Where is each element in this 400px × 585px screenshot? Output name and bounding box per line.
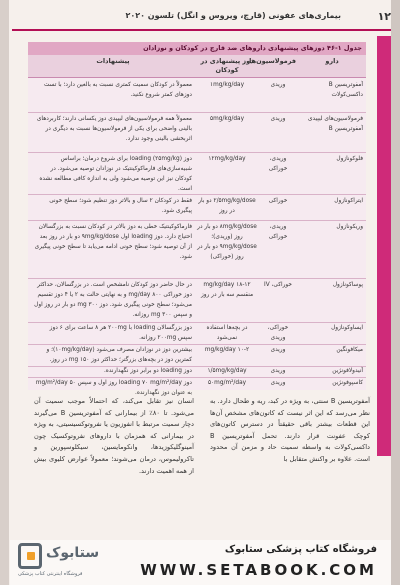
- table-row: [28, 112, 366, 153]
- cell-drug: پوساکونازول: [332, 282, 363, 288]
- cell-note: دوز loading (۲۵mg/kg) برای شروع درمان؛ براساس شبیه‌سازی‌های فارماکوکینتیک در نوزادان توصیه می‌شود. در کودکان نیز این توصیه می‌شود ولی به اندازه کافی مطالعه نشده است.: [39, 156, 192, 192]
- table-row: [28, 152, 366, 195]
- page-edge-left: [0, 0, 9, 585]
- cell-drug: فرمولاسیون‌های لیپیدی آمفوتریسین B: [307, 116, 363, 132]
- cell-dose: ۵mg/kg/day: [209, 116, 245, 122]
- header-note: پیشنهادات: [96, 57, 130, 65]
- cell-dose: ۱۸-۱۲ mg/kg/day منقسم سه بار در روز: [200, 282, 254, 298]
- page-header: [12, 8, 391, 30]
- setabook-logo[interactable]: [18, 543, 100, 581]
- cell-drug: ایتراکونازول: [334, 198, 363, 204]
- table-row: [28, 322, 366, 345]
- cell-note: فقط در کودکان ۲ سال و بالاتر دوز تنظیم شود؛ سطح خونی پیگیری شود.: [49, 198, 192, 214]
- cell-dose: در بچه‌ها استفاده نمی‌شود: [206, 325, 248, 341]
- cell-note: دوز loading دو برابر دوز نگهدارنده.: [103, 368, 192, 374]
- cell-route: وریدی: [270, 347, 286, 353]
- table-row: [28, 344, 366, 367]
- cell-route: خوراکی، وریدی: [267, 325, 289, 341]
- store-url-link[interactable]: WWW.SETABOOK.COM: [140, 561, 377, 579]
- cell-route: وریدی: [270, 380, 286, 386]
- table-row: [28, 220, 366, 279]
- cell-route: وریدی: [270, 368, 286, 374]
- table-row: [28, 78, 366, 113]
- cell-note: در حال حاضر دوز کودکان نامشخص است. در بزرگسالان، حداکثر دوز خوراکی ۸۰۰ mg/day و به نهایتی حالت به ۲ یا ۴ دوز تقسیم می‌شود؛ سطح خونی پیگیری شود. دوز ۳۰۰ mg دو بار در روز اول و سپس ۳۰۰ mg روزانه.: [34, 282, 192, 318]
- body-column-left: انسان نیز تقابل می‌کند، که احتمالاً موجب سمیت آن می‌شود. تا ۸۰٪ از بیمارانی که آمفوتریسین B می‌گیرند دچار سمیت مرتبط با انفوزیون یا نفروتوکسیسیتی، به ویژه در بیمارانی که همزمان با داروهای نفروتوکسیک چون آمینوگلیکوزیدها، وانکومایسین، سیکلوسپورین و تاکرولیموس، درمان می‌شوند؛ معمولاً عوارض کلیوی بیش از همه اهمیت دارند.: [34, 397, 195, 475]
- cell-drug: آمفوتریسین B داکسی‌کولات: [328, 82, 363, 98]
- cell-route: وریدی، خوراکی: [268, 156, 288, 172]
- table-caption: جدول ۱-۴۶ دوزهای پیشنهادی داروهای ضد قارچ در کودکان و نوزادان: [28, 42, 366, 55]
- cell-dose: ۱۰-۲ mg/kg/day: [204, 347, 250, 353]
- cell-route: وریدی: [270, 116, 286, 122]
- cell-drug: آنیدولافونژین: [332, 368, 363, 374]
- page-number: ۱۲: [377, 10, 391, 23]
- table-row: [28, 377, 366, 396]
- cell-note: معمولاً در کودکان سمیت کمتری نسبت به بالغین دارد؛ با تست دوزهای کمتر شروع نکنید.: [43, 82, 192, 98]
- table-header-row: [28, 55, 366, 78]
- cell-drug: ایساوکونازول: [331, 325, 363, 331]
- cell-note: بیشترین دوز در نوزادان مصرف می‌شود (۱۰mg/kg/day)؛ و کمترین دوز در بچه‌های بزرگتر؛ حداکثر دوز ۱۵۰ mg در روز.: [46, 347, 192, 363]
- store-footer: [10, 540, 391, 585]
- cell-route: خوراکی، IV: [264, 282, 292, 288]
- cell-route: وریدی، خوراکی: [268, 224, 288, 240]
- body-column-right: آمفوتریسین B سنتی، به ویژه در کبد، ریه و طحال دارد. به نظر می‌رسد که این اثر نیست که کاتون‌های مشخص آن‌ها این قطعات بیشتر باقی حقیقتاً در دسترس کاتون‌های کوچک عفونت قرار دارند. تحمل آمفوتریسین B داکسی‌کولات به واسطه سمیت حاد و مزمن آن محدود است. علاوه بر واکنش متقابل با: [210, 397, 370, 463]
- cell-route: خوراکی: [268, 198, 288, 204]
- table-row: [28, 194, 366, 221]
- store-name: فروشگاه کتاب پزشکی ستابوک: [224, 544, 377, 555]
- antifungal-dose-table: [28, 42, 366, 396]
- header-drug: دارو: [325, 57, 339, 65]
- cell-dose: ۱/۵mg/kg/day: [207, 368, 247, 374]
- table-row: [28, 278, 366, 323]
- logo-tagline: فروشگاه اینترنتی کتاب پزشکی: [18, 571, 83, 577]
- cell-note: دوز بزرگسالان loading با ۲۰۰mg هر ۸ ساعت برای ۶ دوز سپس ۲۰۰mg روزانه.: [49, 325, 192, 341]
- chapter-tab: [377, 36, 391, 456]
- cell-dose: ۲/۵mg/kg/dose دو بار در روز: [198, 198, 256, 214]
- header-rule: [12, 29, 391, 31]
- cell-dose: ۱mg/kg/day: [209, 82, 245, 88]
- book-icon: [18, 543, 42, 569]
- cell-dose: ۸mg/kg/dose دو بار در روز (وریدی)؛ ۹mg/kg/dose دو بار در روز (خوراکی): [197, 224, 257, 260]
- cell-drug: فلوکونازول: [336, 156, 363, 162]
- cell-route: وریدی: [270, 82, 286, 88]
- cell-drug: میکافونگین: [336, 347, 363, 353]
- header-route: فرمولاسیون‌ها: [249, 57, 296, 65]
- cell-drug: کاسپوفونژین: [332, 380, 363, 386]
- page-edge-right: [391, 0, 400, 585]
- cell-dose: ۵۰mg/m²/day: [207, 380, 247, 386]
- cell-drug: وریکونازول: [336, 224, 363, 230]
- logo-wordmark: ستابوک: [46, 545, 100, 561]
- running-title: بیماری‌های عفونی (قارچ، ویروس و انگل) تلسون ۲۰۲۰: [125, 11, 341, 20]
- cell-dose: ۱۲mg/kg/day: [208, 156, 246, 162]
- cell-note: معمولاً همه فرمولاسیون‌های لیپیدی دوز یکسانی دارند؛ کاربردهای بالینی واضحی برای یکی از فرمولاسیون‌ها نسبت به دیگری در اثربخشی بالینی وجود ندارد.: [36, 116, 192, 142]
- header-dose: دوز پیشنهادی در کودکان: [200, 57, 254, 74]
- cell-note: دوز loading ۷۰ mg/m²/day روز اول و سپس ۵۰ mg/m²/day به عنوان دوز نگهدارنده.: [35, 380, 192, 396]
- cell-note: فارماکوکینتیک خطی به دوز بالاتر در کودکان نسبت به بزرگسالان احتیاج دارد. دوز loading اول ۹mg/kg/dose دو بار در روز بعد از آن توصیه شود؛ سطح خونی ادامه می‌یابد تا سطح خونی پیگیری شود.: [34, 224, 192, 260]
